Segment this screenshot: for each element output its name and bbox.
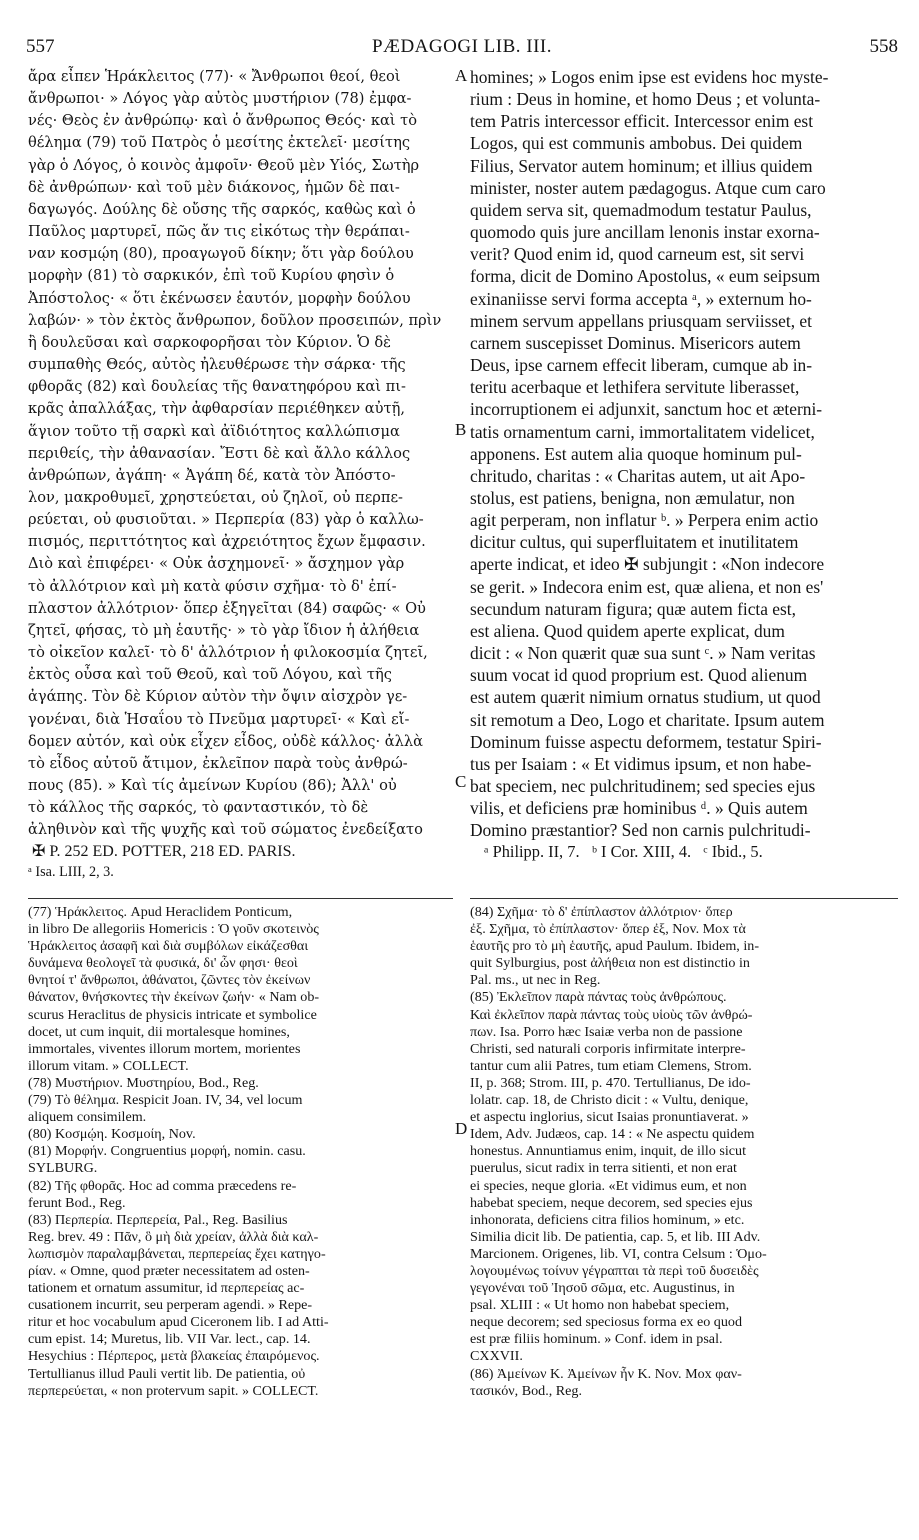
- greek-text-line: τὸ κάλλος τῆς σαρκός, τὸ φανταστικόν, τὸ δὲ: [28, 799, 369, 817]
- latin-text-line: tatis ornamentum carni, immortalitatem videlicet,: [470, 421, 815, 442]
- footnote-line: ἐξ. Σχῆμα, τὸ ἐπίπλαστον· ὅπερ ἐξ, Nov. Mox τὰ: [470, 921, 746, 938]
- footnote-line: immortales, viventes illorum mortem, morientes: [28, 1040, 301, 1057]
- latin-text-column: [470, 66, 898, 864]
- latin-text-line: incorruptionem ei adjunxit, sanctum hoc et æterni-: [470, 399, 823, 420]
- greek-text-line: περιθείς, τὴν ἀθανασίαν. Ἔστι δὲ καὶ ἄλλο κάλλος: [28, 444, 411, 462]
- footnote-line: scurus Heraclitus de physicis intricate et symbolice: [28, 1006, 317, 1023]
- footnote-line: περπερεύεται, « non protervum sapit. » COLLECT.: [28, 1382, 319, 1399]
- footnote-line: (84) Σχῆμα· τὸ δ' ἐπίπλαστον ἀλλότριον· ὅπερ: [470, 904, 733, 920]
- greek-text-line: συμπαθὴς Θεός, αὐτὸς ἠλευθέρωσε τὴν σάρκα· τῆς: [28, 356, 406, 374]
- greek-text-line: πους (85). » Καὶ τίς ἀμείνων Κυρίου (86); Ἀλλ' οὐ: [28, 777, 397, 794]
- footnote-line: Marcionem. Origenes, lib. VI, contra Celsum : Ὁμο-: [470, 1245, 767, 1262]
- footnote-line: τασικόν, Bod., Reg.: [470, 1382, 582, 1399]
- footnote-line: Reg. brev. 49 : Πᾶν, ὃ μὴ διὰ χρείαν, ἀλλὰ διὰ καλ-: [28, 1228, 319, 1245]
- footnote-line: lolatr. cap. 18, de Christo dicit : « Vultu, denique,: [470, 1092, 749, 1109]
- greek-text-line: τὸ οἰκεῖον καλεῖ· τὸ δ' ἀλλότριον ἡ φιλοκοσμία ζητεῖ,: [28, 644, 428, 662]
- greek-text-line: δαγωγός. Δούλης δὲ οὔσης τῆς σαρκός, καθὼς καὶ ὁ: [28, 200, 416, 218]
- latin-text-line: minister, noster autem pædagogus. Atque cum caro: [470, 177, 826, 198]
- latin-text-line: se gerit. » Indecora enim est, quæ aliena, et non es': [470, 576, 824, 597]
- greek-text-line: Παῦλος μαρτυρεῖ, πῶς ἄν τις εἰκότως τὴν θεράπαι-: [28, 223, 410, 241]
- footnote-line: neque decorem; sed speciosus forma ex eo quod: [470, 1314, 742, 1331]
- greek-text-line: λον, μακροθυμεῖ, χρηστεύεται, οὐ ζηλοῖ, οὐ περπε-: [28, 488, 403, 506]
- latin-text-line: dicit : « Non quærit quæ sua sunt ᶜ. » Nam veritas: [470, 643, 816, 664]
- footnote-line: tationem et ornatum assumitur, id περπερείας ac-: [28, 1280, 305, 1297]
- greek-text-line: λαβών· » τὸν ἐκτὸς ἄνθρωπον, δοῦλον προσειπών, πρὶν: [28, 311, 442, 329]
- greek-text-line: ρεύεται, οὐ φυσιοῦται. » Περπερία (83) γὰρ ὁ καλλω-: [28, 511, 424, 529]
- footnote-line: (77) Ἡράκλειτος. Apud Heraclidem Ponticum,: [28, 904, 293, 920]
- latin-text-line: est autem quærit nimium ornatus studium, ut quod: [470, 687, 821, 708]
- page-number-left: 557: [26, 36, 55, 57]
- latin-text-line: minem servum appellans priusquam serviisset, et: [470, 310, 812, 331]
- latin-text-line: sit remotum a Deo, Logo et charitate. Ipsum autem: [470, 709, 825, 730]
- latin-text-line: aperte indicat, et ideo ✠ subjungit : «Non indecore: [470, 554, 825, 575]
- footnote-line: est præ filiis hominum. » Conf. idem in psal.: [470, 1331, 723, 1348]
- latin-text-line: Filius, Servator autem hominum; et illius quidem: [470, 155, 813, 176]
- latin-text-line: vilis, et deficiens præ hominibus ᵈ. » Quis autem: [470, 798, 808, 819]
- greek-text-line: πισμός, περιττότητος καὶ ἀχρειότητος ἔχων ἔμφασιν.: [28, 533, 426, 551]
- footnote-line: SYLBURG.: [28, 1160, 98, 1177]
- greek-text-line: Ἀπόστολος· « ὅτι ἐκένωσεν ἑαυτόν, μορφὴν δούλου: [28, 289, 411, 307]
- latin-text-line: Dominum fuisse aspectu deformem, testatur Spiri-: [470, 731, 822, 752]
- greek-text-line: γὰρ ὁ Λόγος, ὁ κοινὸς ἀμφοῖν· Θεοῦ μὲν Υἱός, Σωτὴρ: [28, 156, 420, 174]
- footnote-line: habebat speciem, neque decorem, sed species ejus: [470, 1194, 753, 1211]
- footnote-line: Similia dicit lib. De patientia, cap. 5, et lib. III Adv.: [470, 1228, 761, 1245]
- footnote-line: δυνάμενα θεολογεῖ τὰ φυσικά, δι' ὧν φησι· θεοὶ: [28, 955, 298, 972]
- margin-marker-d: D: [455, 1119, 468, 1138]
- margin-marker-c: C: [455, 772, 467, 791]
- footnote-line: cum epist. 14; Muretus, lib. VII Var. lect., cap. 14.: [28, 1331, 311, 1348]
- latin-text-line: chritudo, charitas : « Charitas autem, ut ait Apo-: [470, 465, 806, 486]
- latin-footnote: ᵃ Philipp. II, 7. ᵇ I Cor. XIII, 4. ᶜ Ibid., 5.: [484, 842, 763, 862]
- footnote-line: θάνατον, θνήσκοντες τὴν ἐκείνων ζωήν· « Nam ob-: [28, 989, 320, 1006]
- footnote-line: tantur cum alii Patres, tum etiam Clemens, Strom.: [470, 1057, 752, 1074]
- footnote-line: (85) Ἐκλεῖπον παρὰ πάντας τοὺς ἀνθρώπους.: [470, 989, 727, 1006]
- latin-text-line: apponens. Est autem alia quoque hominum pul-: [470, 443, 802, 464]
- footnote-line: aliquem consimilem.: [28, 1109, 147, 1126]
- footnote-line: in libro De allegoriis Homericis : Ὁ γοῦν σκοτεινὸς: [28, 921, 319, 938]
- footnote-line: illorum vitam. » COLLECT.: [28, 1057, 189, 1074]
- latin-text-line: secundum naturam figura; quæ autem ficta est,: [470, 598, 796, 619]
- latin-text-line: Domino præstantior? Sed non carnis pulchritudi-: [470, 820, 811, 841]
- footnote-line: ei species, neque gloria. «Et vidimus eum, et non: [470, 1177, 747, 1194]
- footnote-line: Idem, Adv. Judæos, cap. 14 : « Ne aspectu quidem: [470, 1126, 755, 1143]
- greek-text-line: ἀγάπης. Τὸν δὲ Κύριον αὐτὸν τὴν ὄψιν αἰσχρὸν γε-: [28, 688, 408, 706]
- footnote-line: (80) Κοσμῴη. Κοσμοίη, Nov.: [28, 1126, 196, 1143]
- greek-text-line: μορφὴν (81) τὸ σαρκικόν, ἐπὶ τοῦ Κυρίου φησὶν ὁ: [28, 267, 395, 285]
- latin-text-line: exinaniisse servi forma accepta ᵃ, » externum ho-: [470, 288, 812, 309]
- latin-text-line: teritu acerbaque et lethifera servitute liberasset,: [470, 377, 800, 398]
- footnote-line: ritur et hoc vocabulum apud Ciceronem lib. I ad Atti-: [28, 1314, 329, 1331]
- footnote-line: (79) Τὸ θέλημα. Respicit Joan. IV, 34, vel locum: [28, 1092, 303, 1109]
- latin-text-line: suum vocat id quod proprium est. Quod alienum: [470, 665, 808, 686]
- notes-divider-left: [28, 898, 453, 899]
- latin-text-line: dicitur cultus, qui superfluitatem et inutilitatem: [470, 532, 799, 553]
- footnote-line: Tertullianus illud Pauli vertit lib. De patientia, οὐ: [28, 1365, 306, 1382]
- footnotes-right-column: [470, 904, 898, 1400]
- running-title: PÆDAGOGI LIB. III.: [372, 36, 552, 57]
- footnote-line: puerulus, sicut radix in terra sitienti, et non erat: [470, 1160, 737, 1177]
- greek-text-line: ἄνθρωποι· » Λόγος γὰρ αὐτὸς μυστήριον (78) ἐμφα-: [28, 90, 412, 108]
- greek-text-line: τὸ εἶδος αὐτοῦ ἄτιμον, ἐκλεῖπον παρὰ τοὺς ἀνθρώ-: [28, 754, 408, 772]
- footnote-line: psal. XLIII : « Ut homo non habebat speciem,: [470, 1297, 730, 1314]
- greek-text-line: τὸ ἀλλότριον καὶ μὴ κατὰ φύσιν σχῆμα· τὸ δ' ἐπί-: [28, 577, 397, 595]
- greek-text-line: ἅγιον τοῦτο τῇ σαρκὶ καὶ ἀϊδιότητος καλλώπισμα: [28, 422, 400, 440]
- latin-text-line: bat speciem, nec pulchritudinem; sed species ejus: [470, 776, 816, 796]
- greek-text-line: δομεν αὐτόν, καὶ οὐκ εἶχεν εἶδος, οὐδὲ κάλλος· ἀλλὰ: [28, 732, 423, 750]
- greek-text-line: πλαστον ἀλλότριον· ὅπερ ἐξηγεῖται (84) σαφῶς· « Οὐ: [28, 599, 426, 617]
- edition-reference: ✠ P. 252 ED. POTTER, 218 ED. PARIS.: [32, 843, 296, 861]
- greek-text-line: ναν κοσμῴη (80), προαγωγοῦ δίκην; ὅτι γὰρ δούλου: [28, 245, 414, 263]
- footnote-line: ἑαυτῆς pro τὸ μὴ ἑαυτῆς, apud Paulum. Ibidem, in-: [470, 938, 760, 955]
- footnote-line: ferunt Bod., Reg.: [28, 1194, 126, 1211]
- page-number-right: 558: [869, 36, 898, 57]
- latin-text-line: tus per Isaiam : « Et vidimus ipsum, et non habe-: [470, 753, 812, 774]
- footnote-line: CXXVII.: [470, 1348, 523, 1365]
- latin-text-line: verit? Quod enim id, quod carneum est, sit servi: [470, 244, 805, 265]
- footnote-line: γεγονέναι τοῦ Ἰησοῦ σῶμα, etc. Augustinus, in: [470, 1280, 735, 1297]
- footnote-line: inhonorata, deficiens citra filios hominum, » etc.: [470, 1211, 745, 1228]
- footnote-line: λωπισμὸν παραλαμβάνεται, περπερείας ἔχει κατηγο-: [28, 1245, 326, 1262]
- footnote-line: ρίαν. « Omne, quod præter necessitatem ad osten-: [28, 1262, 310, 1279]
- latin-text-line: rium : Deus in homine, et homo Deus ; et volunta-: [470, 89, 821, 110]
- latin-text-line: quidem serva sit, quemadmodum testatur Paulus,: [470, 199, 812, 220]
- footnote-line: (78) Μυστήριον. Μυστηρίου, Bod., Reg.: [28, 1074, 259, 1091]
- footnote-line: quit Sylburgius, post ἀλήθεια non est distinctio in: [470, 955, 750, 972]
- greek-text-line: ἄρα εἶπεν Ἡράκλειτος (77)· « Ἄνθρωποι θεοί, θεοὶ: [28, 68, 401, 85]
- greek-text-column: [28, 66, 455, 880]
- footnote-line: II, p. 368; Strom. III, p. 470. Tertullianus, De ido-: [470, 1074, 751, 1091]
- greek-text-line: Διὸ καὶ ἐπιφέρει· « Οὐκ ἀσχημονεῖ· » ἄσχημον γὰρ: [28, 555, 405, 573]
- footnote-line: Hesychius : Πέρπερος, μετὰ βλακείας ἐπαιρόμενος.: [28, 1348, 320, 1365]
- footnote-line: Christi, sed naturali corporis infirmitate interpre-: [470, 1040, 746, 1057]
- footnotes-left-column: [28, 904, 458, 1400]
- greek-text-line: φθορᾶς (82) καὶ δουλείας τῆς θανατηφόρου καὶ πι-: [28, 378, 406, 396]
- footnote-line: πων. Isa. Porro hæc Isaiæ verba non de passione: [470, 1023, 743, 1040]
- footnote-line: Ἡράκλειτος ἀσαφῆ καὶ διὰ συμβόλων εἰκάζεσθαι: [28, 938, 309, 955]
- footnote-line: et aspectu inglorius, sicut Isaias pronuntiaverat. »: [470, 1109, 749, 1126]
- greek-text-line: θέλημα (79) τοῦ Πατρὸς ὁ μεσίτης ἐκτελεῖ· μεσίτης: [28, 134, 411, 152]
- latin-text-line: est aliena. Quod quidem aperte explicat, dum: [470, 620, 785, 641]
- latin-text-line: tem Patris intercessor efficit. Intercessor enim est: [470, 111, 814, 132]
- latin-text-line: homines; » Logos enim ipse est evidens hoc myste-: [470, 67, 829, 87]
- latin-text-line: carnem suscepisset Dominus. Misericors autem: [470, 332, 801, 353]
- footnote-line: (82) Τῆς φθορᾶς. Hoc ad comma præcedens re-: [28, 1177, 297, 1194]
- notes-divider-right: [470, 898, 898, 899]
- latin-text-line: Deus, ipse carnem effecit liberam, cumque ab in-: [470, 355, 813, 376]
- footnote-line: Pal. ms., ut nec in Reg.: [470, 972, 601, 989]
- latin-text-line: forma, dicit de Domino Apostolus, « eum seipsum: [470, 266, 821, 287]
- greek-text-line: νές· Θεὸς ἐν ἀνθρώπῳ· καὶ ὁ ἄνθρωπος Θεός· καὶ τὸ: [28, 112, 418, 130]
- margin-marker-a: A: [455, 66, 468, 85]
- greek-text-line: ἢ δουλεῦσαι καὶ σαρκοφορῆσαι τὸν Κύριον. Ὁ δὲ: [28, 333, 392, 351]
- greek-text-line: γονέναι, διὰ Ἡσαΐου τὸ Πνεῦμα μαρτυρεῖ· « Καὶ εἴ-: [28, 710, 410, 728]
- latin-text-line: stolus, est patiens, benigna, non æmulatur, non: [470, 487, 795, 508]
- greek-text-line: ἐκτὸς οὖσα καὶ τοῦ Θεοῦ, καὶ τοῦ Λόγου, καὶ τῆς: [28, 666, 392, 684]
- footnote-line: λογουμένως τοίνυν γέγραπται τὰ περὶ τοῦ δυσειδὲς: [470, 1262, 759, 1279]
- greek-footnote: ᵃ Isa. LIII, 2, 3.: [28, 863, 114, 880]
- footnote-line: Καὶ ἐκλεῖπον παρὰ πάντας τοὺς υἱοὺς τῶν ἀνθρώ-: [470, 1006, 753, 1023]
- footnote-line: (83) Περπερία. Περπερεία, Pal., Reg. Basilius: [28, 1211, 288, 1228]
- page-header: [26, 36, 898, 64]
- footnote-line: cusationem incurrit, seu perperam agendi. » Repe-: [28, 1297, 313, 1314]
- greek-text-line: ἀληθινὸν καὶ τῆς ψυχῆς καὶ τοῦ σώματος ἐνεδείξατο: [28, 821, 423, 839]
- latin-text-line: Logos, qui est communis ambobus. Dei quidem: [470, 133, 803, 154]
- footnote-line: (86) Ἀμείνων Κ. Ἀμείνων ἦν Κ. Nov. Mox φαν-: [470, 1365, 742, 1382]
- footnote-line: (81) Μορφήν. Congruentius μορφή, nomin. casu.: [28, 1143, 306, 1160]
- latin-text-line: agit perperam, non inflatur ᵇ. » Perpera enim actio: [470, 510, 819, 531]
- footnote-line: docet, ut cum inquit, dii mortalesque homines,: [28, 1023, 290, 1040]
- greek-text-line: ζητεῖ, φήσας, τὸ μὴ ἑαυτῆς· » τὸ γὰρ ἴδιον ἡ ἀλήθεια: [28, 621, 420, 639]
- footnote-line: θνητοί τ' ἄνθρωποι, ἀθάνατοι, ζῶντες τὸν ἐκείνων: [28, 972, 311, 989]
- greek-text-line: ἀνθρώπων, ἀγάπη· « Ἀγάπη δέ, κατὰ τὸν Ἀπόστο-: [28, 466, 396, 484]
- greek-text-line: κρᾶς ἀπαλλάξας, τὴν ἀφθαρσίαν περιέθηκεν αὐτῇ,: [28, 400, 405, 418]
- greek-text-line: δὲ ἀνθρώπων· καὶ τοῦ μὲν διάκονος, ἡμῶν δὲ παι-: [28, 178, 400, 196]
- footnote-line: honestus. Annuntiamus enim, inquit, de illo sicut: [470, 1143, 746, 1160]
- margin-marker-b: B: [455, 420, 467, 439]
- latin-text-line: quomodo quis jure ancillam lenonis instar exorna-: [470, 222, 820, 243]
